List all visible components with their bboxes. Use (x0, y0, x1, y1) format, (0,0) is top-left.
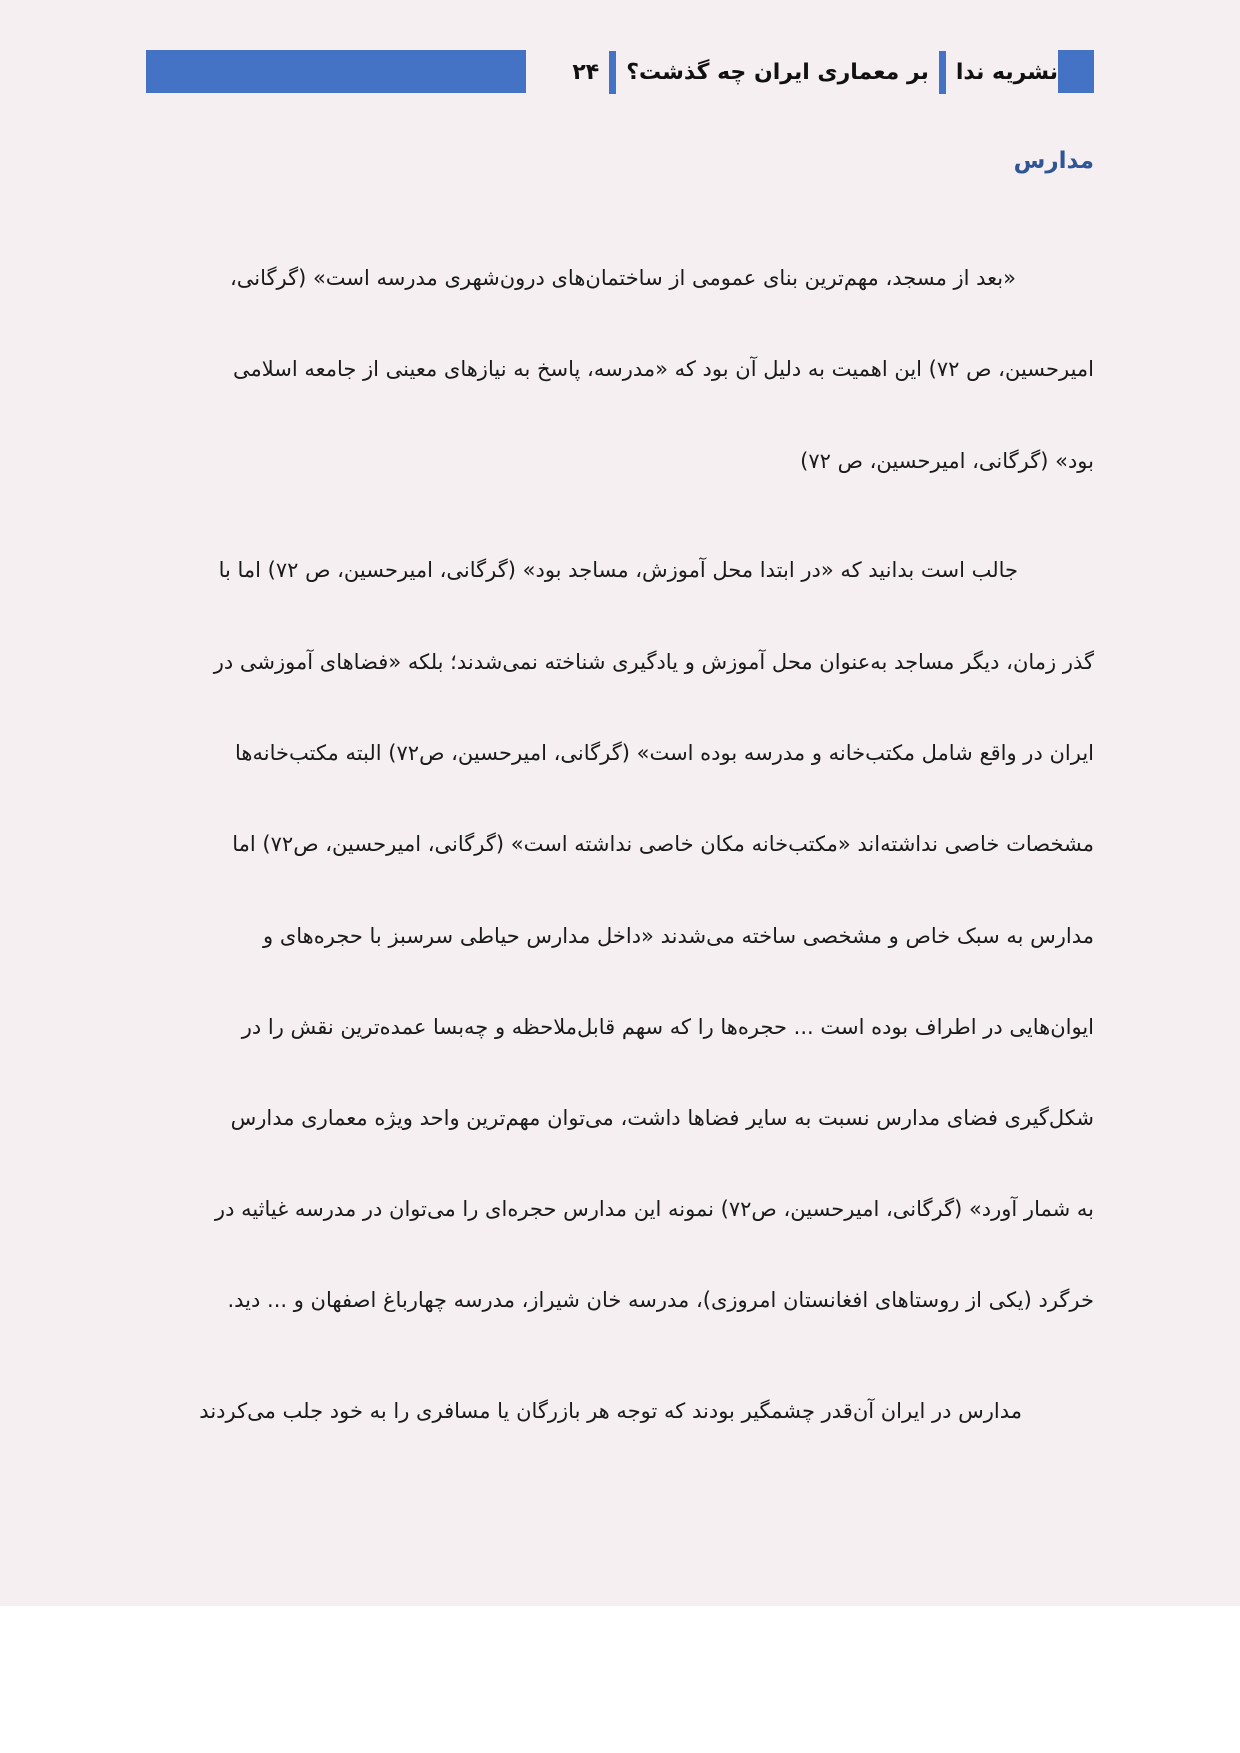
header-accent-bar-right (1058, 50, 1094, 93)
header-divider (609, 51, 616, 94)
body-line: گذر زمان، دیگر مساجد به‌عنوان محل آموزش و یادگیری شناخته نمی‌شدند؛ بلکه «فضاهای آموزشی در (213, 650, 1094, 674)
header-divider (939, 51, 946, 94)
page-header (572, 48, 1058, 96)
body-line: «بعد از مسجد، مهم‌ترین بنای عمومی از ساختمان‌های درون‌شهری مدرسه است» (گرگانی، (229, 266, 1016, 290)
body-line: ایوان‌هایی در اطراف بوده است ... حجره‌ها را که سهم قابل‌ملاحظه و چه‌بسا عمده‌ترین نقش را در (241, 1015, 1094, 1039)
page-number: ۲۴ (572, 59, 600, 85)
body-line: به شمار آورد» (گرگانی، امیرحسین، ص۷۲) نمونه این مدارس حجره‌ای را می‌توان در مدرسه غیاثیه در (214, 1197, 1094, 1221)
body-line: ایران در واقع شامل مکتب‌خانه و مدرسه بوده است» (گرگانی، امیرحسین، ص۷۲) البته مکتب‌خانه‌ها (235, 741, 1094, 765)
body-line: جالب است بدانید که «در ابتدا محل آموزش، مساجد بود» (گرگانی، امیرحسین، ص ۷۲) اما با (218, 558, 1018, 582)
body-line: مشخصات خاصی نداشته‌اند «مکتب‌خانه مکان خاصی نداشته است» (گرگانی، امیرحسین، ص۷۲) اما (232, 832, 1094, 856)
body-line: مدارس در ایران آن‌قدر چشمگیر بودند که توجه هر بازرگان یا مسافری را به خود جلب می‌کردند (199, 1399, 1022, 1423)
body-line: بود» (گرگانی، امیرحسین، ص ۷۲) (800, 449, 1094, 473)
body-line: خرگرد (یکی از روستاهای افغانستان امروزی)، مدرسه خان شیراز، مدرسه چهارباغ اصفهان و ... دید. (227, 1288, 1094, 1312)
body-line: مدارس به سبک خاص و مشخصی ساخته می‌شدند «داخل مدارس حیاطی سرسبز با حجره‌های و (263, 924, 1094, 948)
publication-name: نشریه ندا (955, 59, 1058, 85)
body-line: امیرحسین، ص ۷۲) این اهمیت به دلیل آن بود که «مدرسه، پاسخ به نیازهای معینی از جامعه اسلامی (232, 357, 1094, 381)
issue-title: بر معماری ایران چه گذشت؟ (626, 59, 929, 85)
section-heading: مدارس (1013, 148, 1094, 174)
header-accent-bar-left (146, 50, 526, 93)
body-line: شکل‌گیری فضای مدارس نسبت به سایر فضاها داشت، می‌توان مهم‌ترین واحد ویژه معماری مدارس (230, 1106, 1094, 1130)
